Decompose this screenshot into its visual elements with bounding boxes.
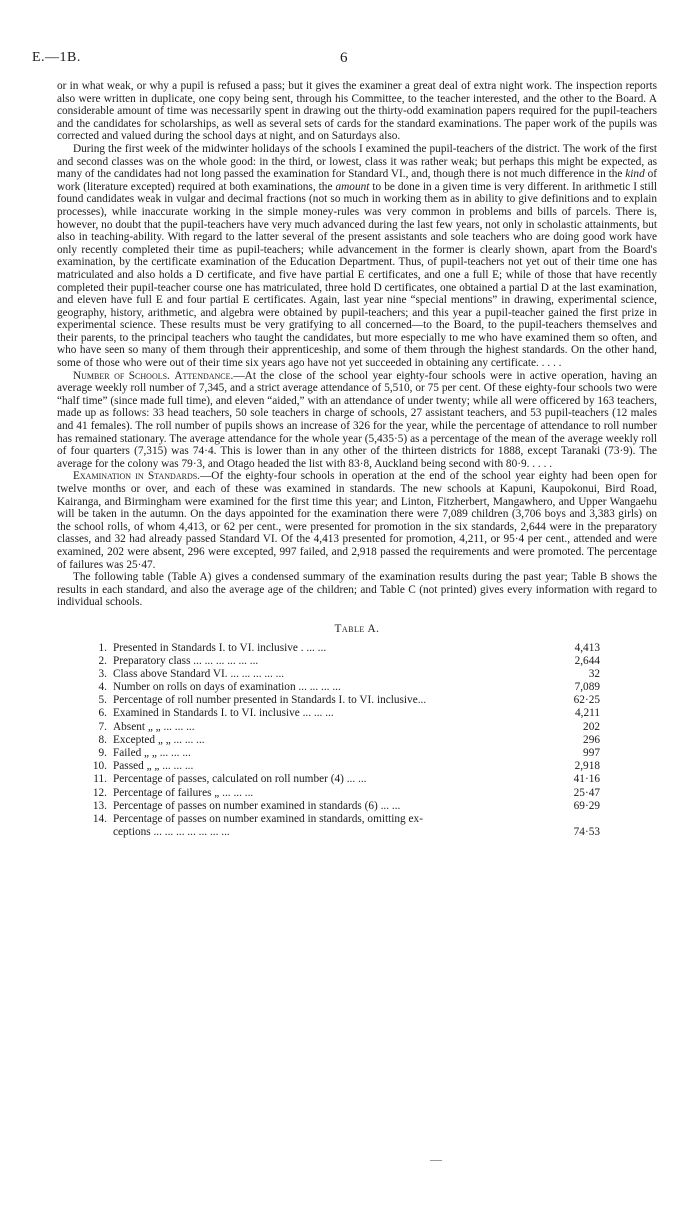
row-label: Percentage of failures „ ... ... ... [113, 786, 254, 799]
table-row [57, 800, 657, 813]
row-number: 7. [98, 720, 107, 733]
footer-mark [430, 1160, 442, 1161]
table-row [57, 655, 657, 668]
table-row [57, 694, 657, 707]
row-label: Class above Standard VI. ... ... ... ... ... [113, 667, 285, 680]
table-a [57, 642, 657, 813]
row-label-line-2: ceptions ... ... ... ... ... ... ... [113, 825, 230, 838]
row-number: 6. [98, 707, 107, 720]
row-value: 4,211 [575, 707, 600, 720]
row-label: Excepted „ „ ... ... ... [113, 733, 205, 746]
table-row [57, 707, 657, 720]
row-label: Percentage of roll number presented in Standards I. to VI. inclusive... [113, 694, 427, 707]
row-label: Percentage of passes on number examined in standards (6) ... ... [113, 799, 401, 812]
row-label: Passed „ „ ... ... ... [113, 760, 194, 773]
examination-text: Of the eighty-four schools in operation at the end of the school year eighty had been open for twelve months or over, and each of these was examined in standards. The new schools at Kapuni, Kaupokonui, Bird Road, Kairanga, and Birmingham were examined for the first time this year; and Linton, Fitzherbert, Mangawhero, and Upper Wangaehu will be taken in the autumn. On the days appointed for the examination there were 7,089 children (3,706 boys and 3,383 girls) on the school rolls, of whom 4,413, or 62 per cent., were presented for promotion in the six standards, 2,644 were in the preparatory classes, and 32 had already passed Standard VI. Of the 4,413 presented for promotion, 4,211, or 95·4 per cent., attended and were examined, 202 were absent, 296 were excepted, 997 failed, and 2,918 passed the requirements and were promoted. The percentage of failures was 25·47. [57, 470, 657, 571]
table-row [57, 734, 657, 747]
emphasis: amount [335, 180, 370, 193]
table-row [57, 787, 657, 800]
heading-number-of-schools: Number of Schools. [73, 369, 170, 382]
emphasis: kind [625, 168, 645, 181]
table-row [57, 668, 657, 681]
row-label [113, 813, 555, 838]
heading-examination-in-standards: Examination in Standards.— [73, 470, 212, 483]
row-number: 5. [98, 694, 107, 707]
table-row [57, 760, 657, 773]
row-label: Number on rolls on days of examination ... ... ... ... [113, 681, 341, 694]
row-number: 12. [92, 786, 107, 799]
row-value: 41·16 [573, 773, 600, 786]
row-value: 69·29 [573, 799, 600, 812]
table-row [57, 681, 657, 694]
table-row [57, 642, 657, 655]
row-value: 62·25 [573, 694, 600, 707]
row-number: 9. [98, 747, 107, 760]
paragraph-tables-intro: The following table (Table A) gives a condensed summary of the examination results during the past year; Table B shows the results in each standard, and also the average age of the children; and Table C (not printed) gives every information with regard to individual schools. [57, 571, 657, 609]
row-value: 25·47 [573, 786, 600, 799]
row-value: 2,644 [574, 654, 600, 667]
row-label: Examined in Standards I. to VI. inclusive ... ... ... [113, 707, 334, 720]
row-number: 11. [93, 773, 107, 786]
row-number: 14. [92, 812, 107, 825]
row-number: 1. [98, 641, 107, 654]
table-row [57, 813, 657, 838]
row-number: 3. [98, 667, 107, 680]
heading-attendance: Attendance.— [174, 369, 245, 382]
row-label: Percentage of passes, calculated on roll number (4) ... ... [113, 773, 367, 786]
paragraph-1: or in what weak, or why a pupil is refused a pass; but it gives the examiner a great deal of extra night work. The inspection reports also were written in duplicate, one copy being sent, through his Committee, to the teacher interested, and the other to the Board. A considerable amount of time was necessarily spent in drawing out the thirty-odd examination papers required for the pupil-teachers and the candidates for scholarships, as well as several sets of cards for the standard examinations. The paper work of the pupils was corrected and valued during the school days at night, and on Saturdays also. [57, 80, 657, 143]
row-number: 13. [92, 799, 107, 812]
row-number: 2. [98, 654, 107, 667]
row-label-line-1: Percentage of passes on number examined in standards, omitting ex- [113, 812, 423, 825]
paragraph-attendance [57, 370, 657, 471]
row-label: Absent „ „ ... ... ... [113, 720, 195, 733]
paragraph-examination [57, 470, 657, 571]
parliamentary-paper-code: E.—1B. [32, 50, 81, 65]
row-label: Failed „ „ ... ... ... [113, 747, 191, 760]
row-value: 4,413 [574, 641, 600, 654]
attendance-text: At the close of the school year eighty-four schools were in active operation, having an average weekly roll number of 7,345, and a strict average attendance of 5,510, or 75 per cent. Of these eighty-four schools two were “half time” (since made full time), and eleven “aided,” with an attendance of under twenty; while all were officered by 163 teachers, made up as follows: 33 head teachers, 50 sole teachers in charge of schools, 27 assistant teachers, and 53 pupil-teachers (12 males and 41 females). The roll number of pupils shows an increase of 326 for the year, while the percentage of attendance to roll number has remained stationary. The average attendance for the whole year (5,435·5) as a percentage of the mean of the average weekly roll of four quarters (7,315) was 74·4. This is lower than in any other of the thirteen districts for 1888, except Taranaki (73·9). The average for the colony was 79·3, and Otago headed the list with 83·8, Auckland being second with 80·9. . . . . [57, 369, 658, 470]
table-a-title: Table A. [334, 622, 380, 635]
row-number: 4. [98, 681, 107, 694]
row-value: 997 [583, 747, 600, 760]
table-row [57, 747, 657, 760]
row-value: 202 [583, 720, 600, 733]
row-value: 32 [588, 667, 600, 680]
page-number: 6 [340, 50, 348, 66]
table-row [57, 773, 657, 786]
row-value: 74·53 [573, 825, 600, 838]
document-body [57, 80, 657, 838]
row-number: 8. [98, 733, 107, 746]
row-number: 10. [92, 760, 107, 773]
row-value: 296 [583, 733, 600, 746]
paragraph-pupil-teachers: During the first week of the midwinter holidays of the schools I examined the pupil-teachers of the district. The work of the first and second classes was on the whole good: in the third, or lowest, class it was rather weak; but perhaps this might be expected, as many of the candidates had not long passed the examination for Standard VI., and, though there is not much difference in the kind of work (literature excepted) required at both examinations, the amount to be done in a given time is very different. In arithmetic I still found candidates weak in vulgar and decimal fractions (not so much in working them as in ability to give definitions and to explain processes), while inaccurate working in the simple money-rules was very common in problems and bills of parcels. There is, however, no doubt that the pupil-teachers have very much advanced during the last few years, not only in scholastic attainments, but also in teaching-ability. With regard to the latter several of the present assistants and sole teachers who are doing good work have only recently completed their time as pupil-teachers; while advancement in the former is clearly shown, apart from the Board's examination, by the certificate examination of the Education Department. Thus, of pupil-teachers not yet out of their time one has matriculated and also holds a D certificate, and five have partial E certificates, and one a full E; while of those that have recently completed their pupil-teacher course one has matriculated, three hold D certificates, one obtained a partial D at the last examination, and eleven have full E and four partial E certificates. Again, last year nine “special mentions” in drawing, experimental science, geography, history, arithmetic, and algebra were obtained by pupil-teachers; and this year a pupil-teacher gained the first prize in experimental science. These results must be very gratifying to all concerned—to the Board, to the pupil-teachers themselves and their parents, to the principal teachers who taught the candidates, but more especially to me who have examined them so often, and who have seen so many of them through their apprenticeship, and some of them through the highest standards. On the other hand, some of those who were out of their time six years ago have not yet succeeded in obtaining any certificate. . . . . [57, 142, 657, 370]
row-label: Preparatory class ... ... ... ... ... ... [113, 654, 259, 667]
row-value: 2,918 [574, 760, 600, 773]
table-row [57, 721, 657, 734]
row-value: 7,089 [574, 681, 600, 694]
row-label: Presented in Standards I. to VI. inclusive . ... ... [113, 641, 327, 654]
